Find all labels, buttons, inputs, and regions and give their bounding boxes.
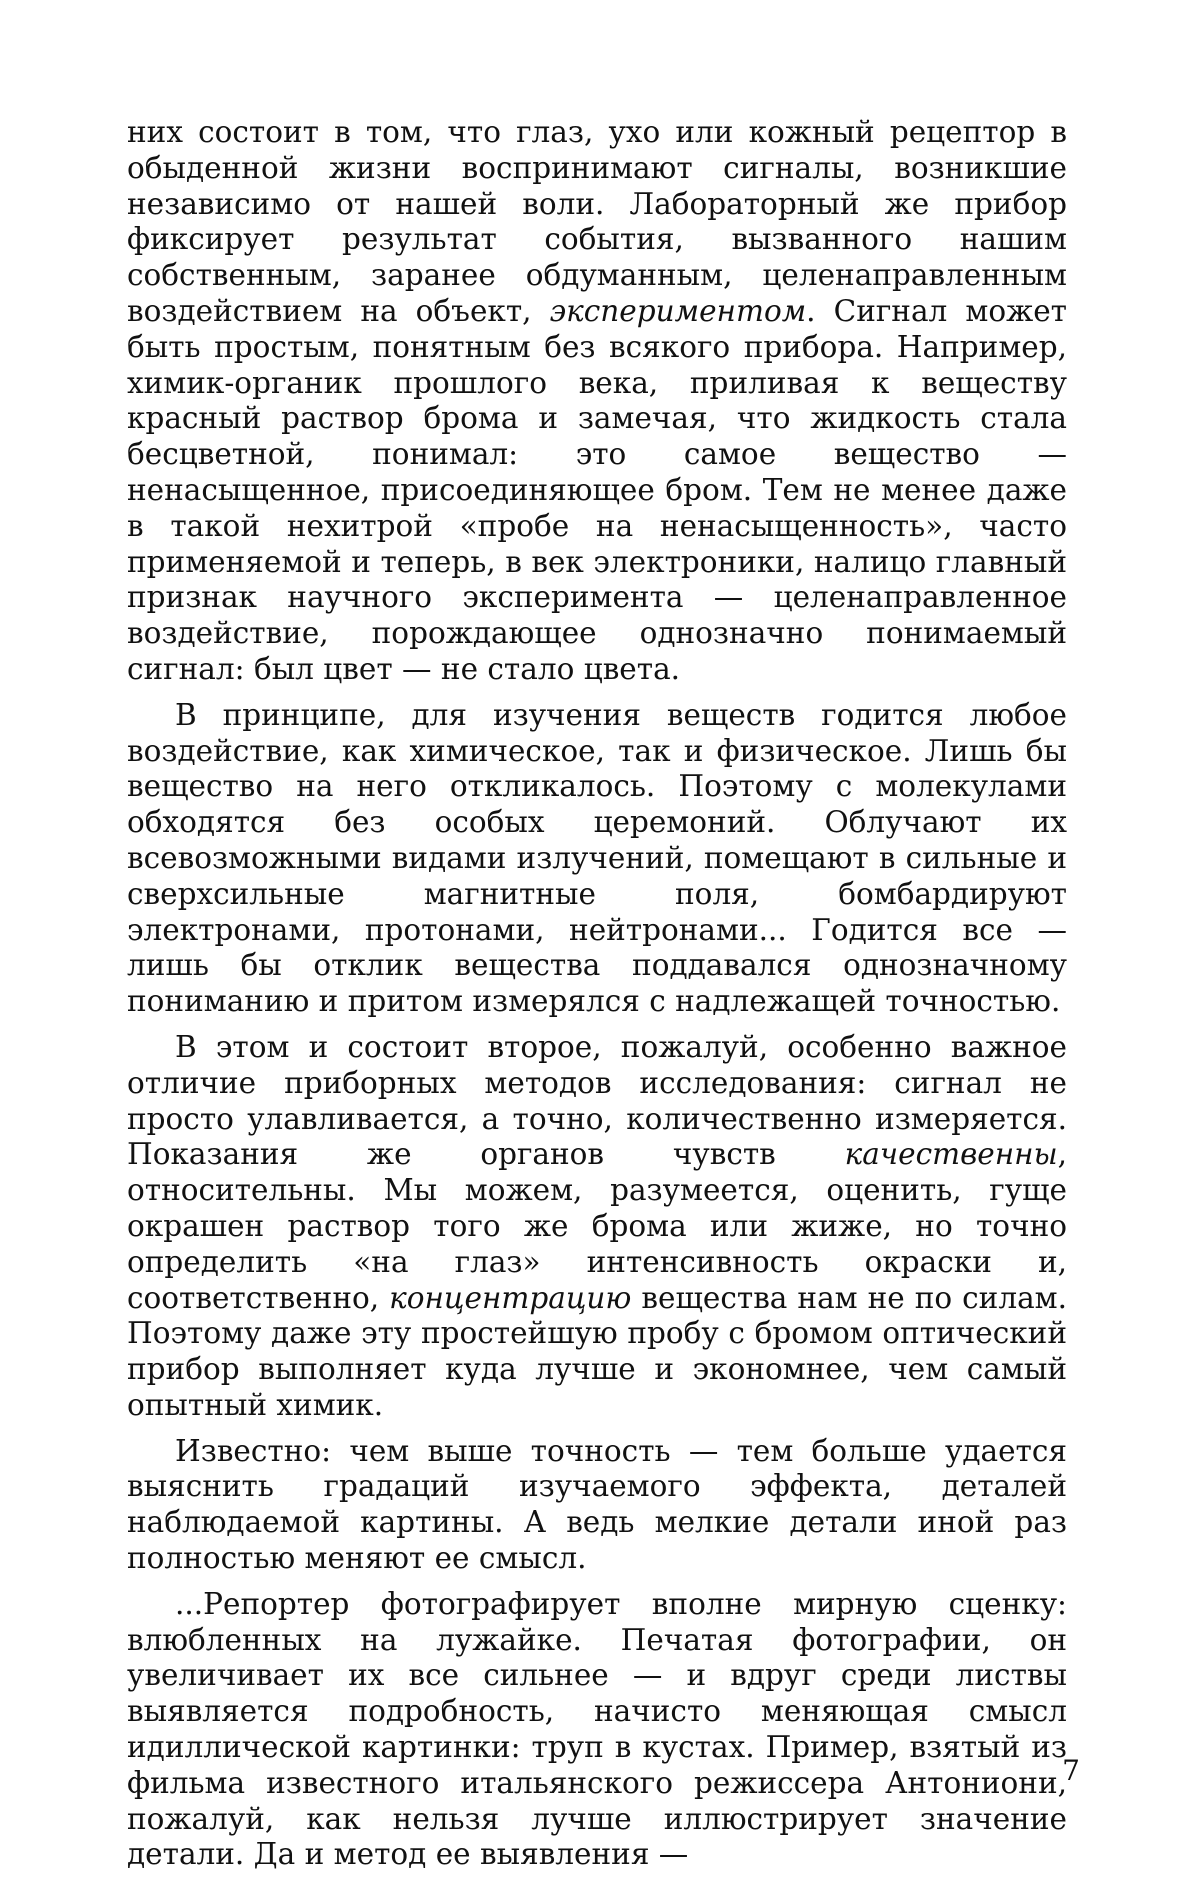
paragraph-5: ...Репортер фотографирует вполне мирную сценку: влюбленных на лужайке. Печатая фотографии, он увеличивает их все сильнее — и вдруг среди листвы выявляется подробность, начисто меняющая смысл идиллической картинки: труп в кустах. Пример, взятый из фильма известного итальянского режиссера Антониони, пожалуй, как нельзя лучше иллюстрирует значение детали. Да и метод ее выявления —	[127, 1587, 1067, 1873]
page-number: 7	[1050, 1755, 1080, 1787]
book-page	[0, 0, 1200, 1880]
paragraph-1-part-a: них состоит в том, что глаз, ухо или кожный рецептор в обыденной жизни воспринимают сигналы, возникшие независимо от нашей воли. Лабораторный же прибор фиксирует результат события, вызванного нашим собственным, заранее обдуманным, целенаправленным воздействием на объект,	[127, 115, 1067, 328]
paragraph-2: В принципе, для изучения веществ годится любое воздействие, как химическое, так и физическое. Лишь бы вещество на него откликалось. Поэтому с молекулами обходятся без особых церемоний. Облучают их всевозможными видами излучений, помещают в сильные и сверхсильные магнитные поля, бомбардируют электронами, протонами, нейтронами... Годится все — лишь бы отклик вещества поддавался однозначному пониманию и притом измерялся с надлежащей точностью.	[127, 698, 1067, 1020]
paragraph-1-part-b: . Сигнал может быть простым, понятным без всякого прибора. Например, химик-органик прошлого века, приливая к веществу красный раствор брома и замечая, что жидкость стала бесцветной, понимал: это самое вещество — ненасыщенное, присоединяющее бром. Тем не менее даже в такой нехитрой «пробе на ненасыщенность», часто применяемой и теперь, в век электроники, налицо главный признак научного эксперимента — целенаправленное воздействие, порождающее однозначно понимаемый сигнал: был цвет — не стало цвета.	[127, 294, 1067, 686]
italic-term-experiment: экспериментом	[550, 294, 807, 328]
paragraph-3	[127, 1030, 1067, 1424]
paragraph-4: Известно: чем выше точность — тем больше удается выяснить градаций изучаемого эффекта, деталей наблюдаемой картины. А ведь мелкие детали иной раз полностью меняют ее смысл.	[127, 1434, 1067, 1577]
body-text	[127, 115, 1067, 1880]
italic-term-qualitative: качественны	[845, 1137, 1058, 1171]
italic-term-concentration: концентрацию	[389, 1281, 631, 1315]
paragraph-3-part-b: , относительны. Мы можем, разумеется, оценить, гуще окрашен раствор того же брома или жиже, но точно определить «на глаз» интенсивность окраски и, соответственно,	[127, 1137, 1067, 1314]
paragraph-3-part-a: В этом и состоит второе, пожалуй, особенно важное отличие приборных методов исследования: сигнал не просто улавливается, а точно, количественно измеряется. Показания же органов чувств	[127, 1030, 1067, 1171]
paragraph-3-part-c: вещества нам не по силам. Поэтому даже эту простейшую пробу с бромом оптический прибор выполняет куда лучше и экономнее, чем самый опытный химик.	[127, 1281, 1067, 1422]
paragraph-1	[127, 115, 1067, 688]
